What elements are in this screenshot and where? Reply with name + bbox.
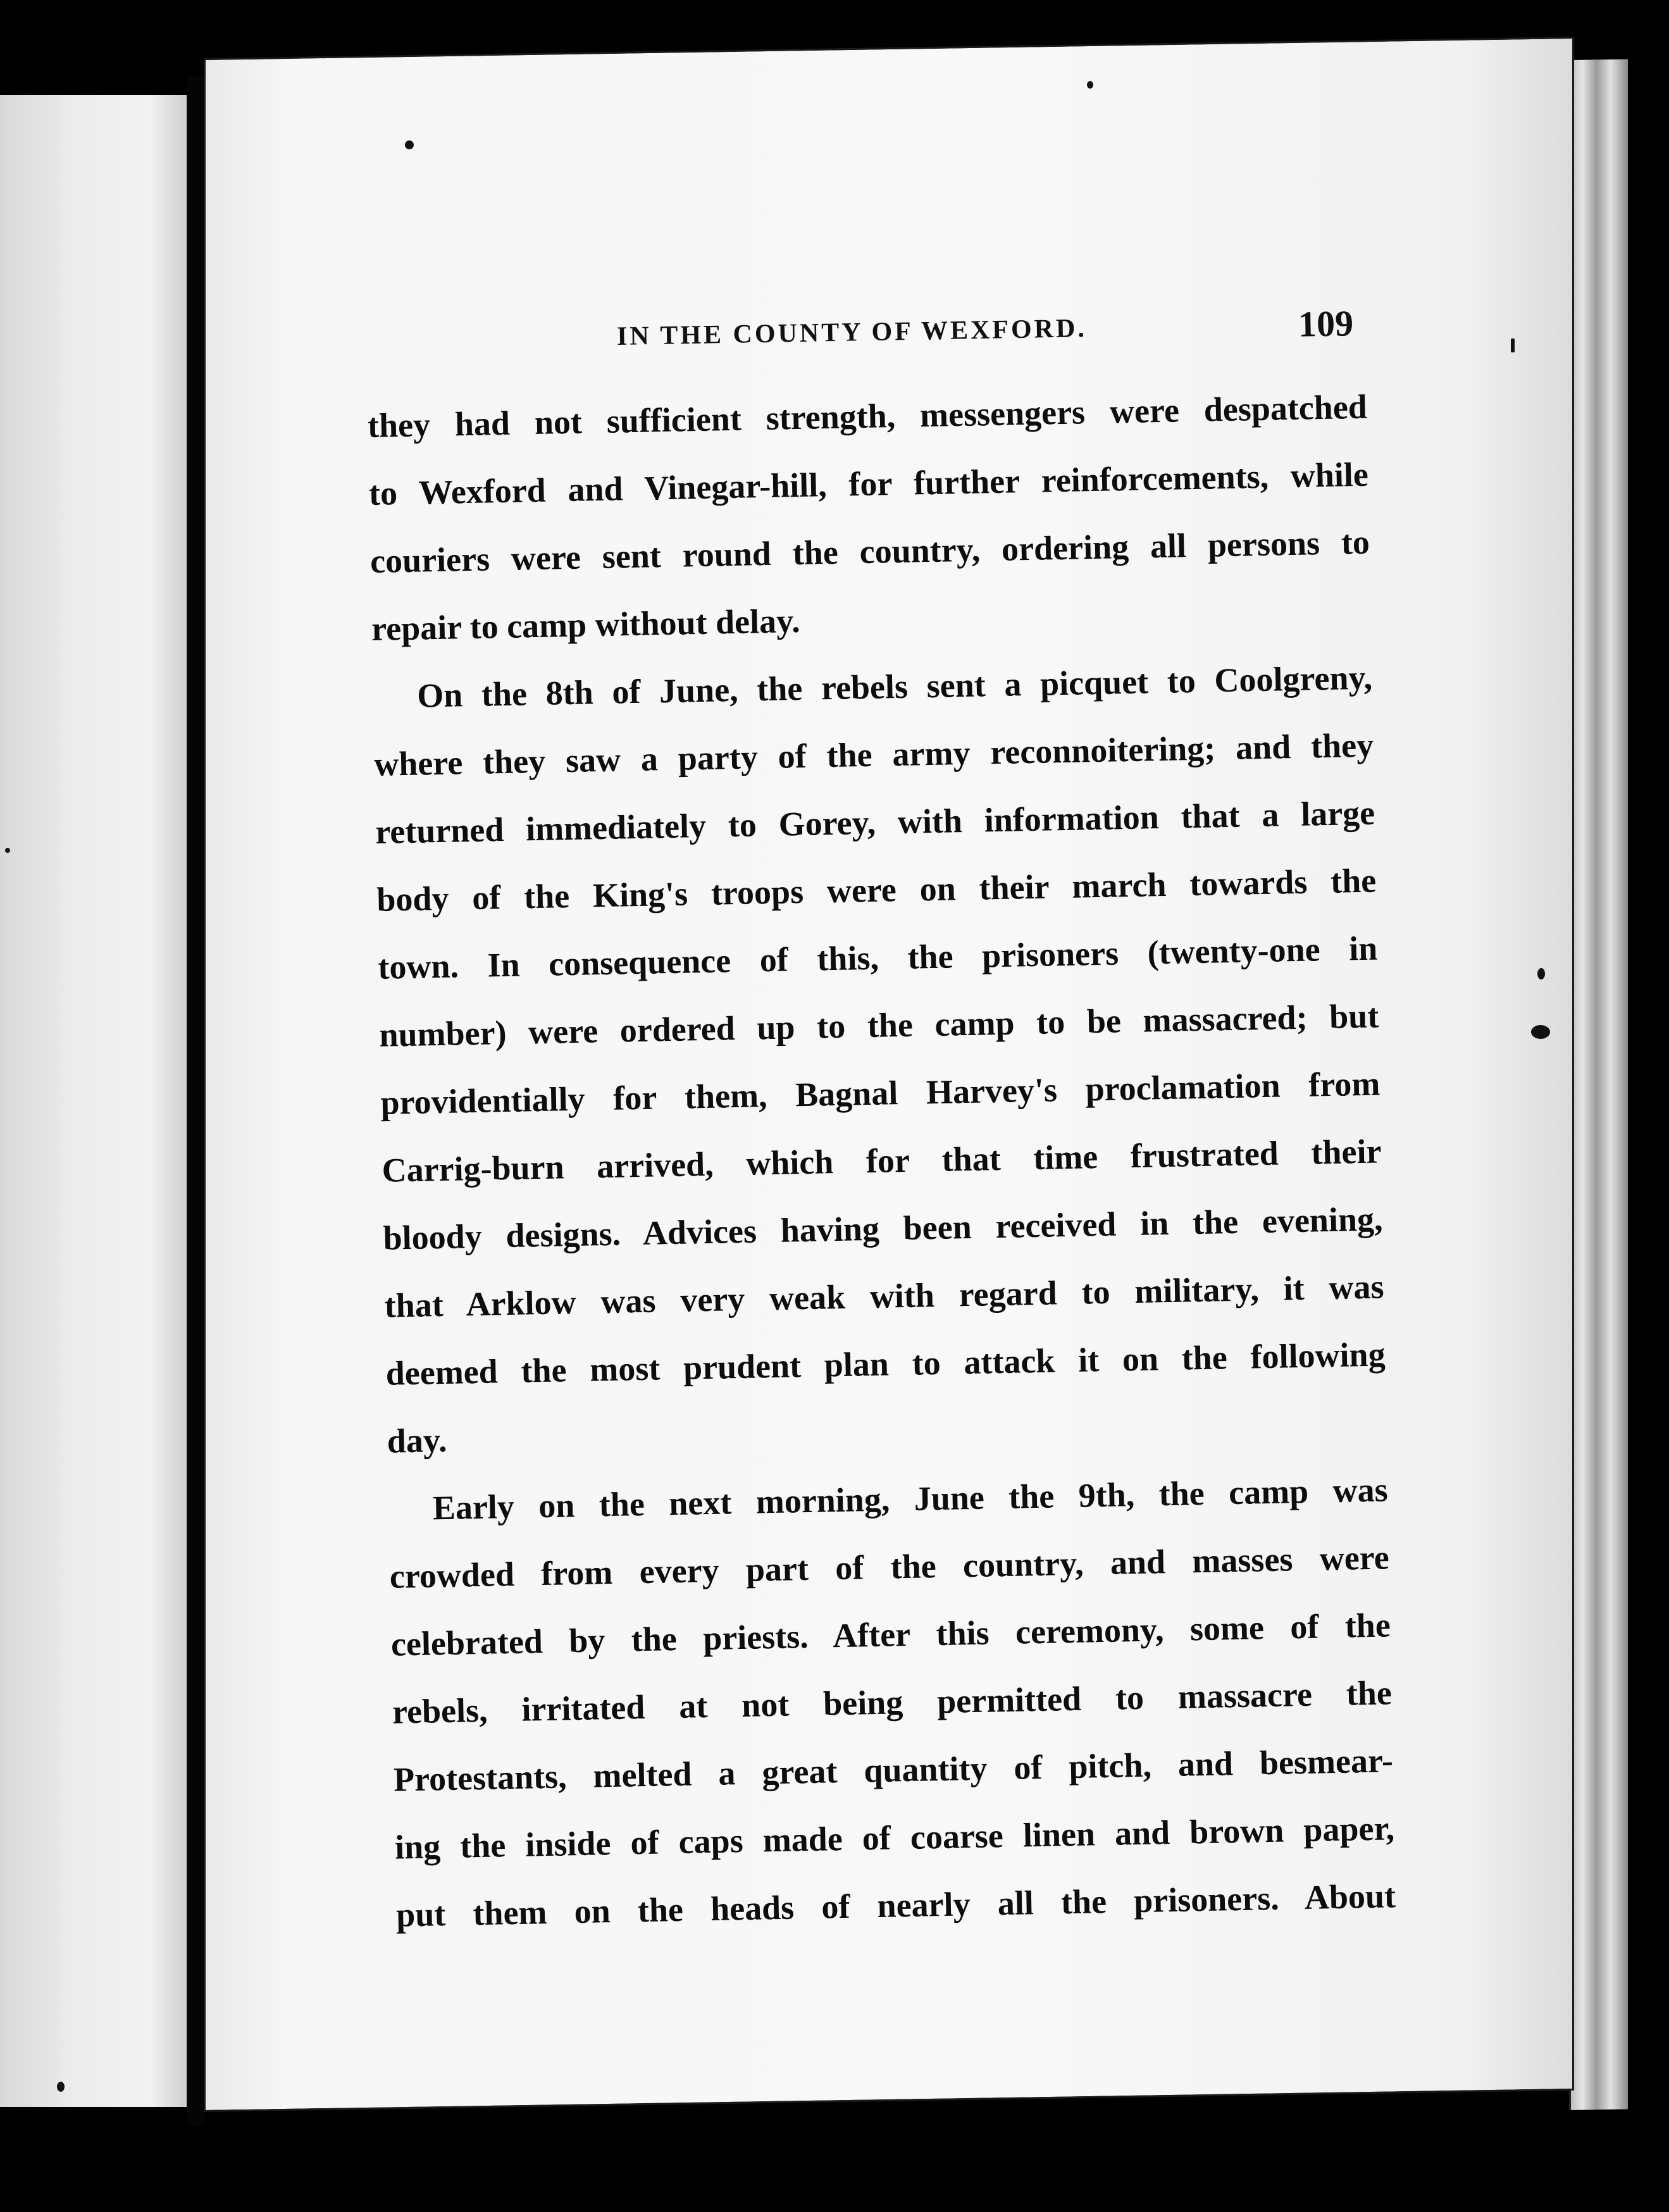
- text-line: day.: [387, 1420, 447, 1460]
- ink-speck: [1537, 968, 1545, 979]
- page-number: 109: [1298, 302, 1354, 345]
- text-line: town. In consequence of this, the prisoners (twenty-one in: [377, 929, 1378, 986]
- text-line: Carrig-burn arrived, which for that time frustrated their: [382, 1132, 1382, 1190]
- text-line: they had not sufficient strength, messengers were despatched: [367, 387, 1368, 445]
- book-gutter: [187, 76, 205, 2126]
- text-line: number) were ordered up to the camp to be massacred; but: [378, 997, 1379, 1054]
- text-line: bloody designs. Advices having been received in the evening,: [383, 1200, 1383, 1257]
- text-line: put them on the heads of nearly all the prisoners. About: [395, 1877, 1396, 1934]
- text-line: On the 8th of June, the rebels sent a picquet to Coolgreny,: [416, 658, 1373, 715]
- ink-speck: [57, 2082, 65, 2092]
- text-line: body of the King's troops were on their march towards the: [376, 861, 1377, 919]
- running-head: IN THE COUNTY OF WEXFORD.: [616, 314, 1088, 351]
- ink-speck: [1087, 81, 1093, 89]
- text-line: repair to camp without delay.: [371, 601, 801, 648]
- text-line: Protestants, melted a great quantity of pitch, and besmear-: [393, 1741, 1394, 1799]
- text-line: ing the inside of caps made of coarse linen and brown paper,: [394, 1809, 1395, 1867]
- text-line: returned immediately to Gorey, with information that a large: [375, 793, 1375, 851]
- text-line: where they saw a party of the army reconnoitering; and they: [373, 726, 1374, 783]
- text-line: celebrated by the priests. After this ceremony, some of the: [390, 1606, 1391, 1663]
- ink-speck: [1511, 339, 1515, 352]
- page-stack-edge: [1569, 59, 1628, 2110]
- ink-speck: [5, 848, 10, 853]
- text-line: deemed the most prudent plan to attack it on the following: [385, 1335, 1386, 1393]
- ink-speck: [405, 140, 414, 149]
- left-page-edge: [0, 95, 190, 2107]
- ink-speck: [1531, 1025, 1550, 1039]
- text-line: providentially for them, Bagnal Harvey's proclamation from: [380, 1064, 1380, 1122]
- text-line: rebels, irritated at not being permitted to massacre the: [392, 1674, 1393, 1731]
- text-line: to Wexford and Vinegar-hill, for further reinforcements, while: [368, 455, 1369, 513]
- text-line: Early on the next morning, June the 9th, the camp was: [432, 1470, 1389, 1527]
- text-line: couriers were sent round the country, ordering all persons to: [369, 523, 1370, 580]
- text-line: that Arklow was very weak with regard to military, it was: [384, 1267, 1385, 1325]
- text-line: crowded from every part of the country, and masses were: [389, 1538, 1390, 1596]
- body-text: [367, 373, 1396, 1949]
